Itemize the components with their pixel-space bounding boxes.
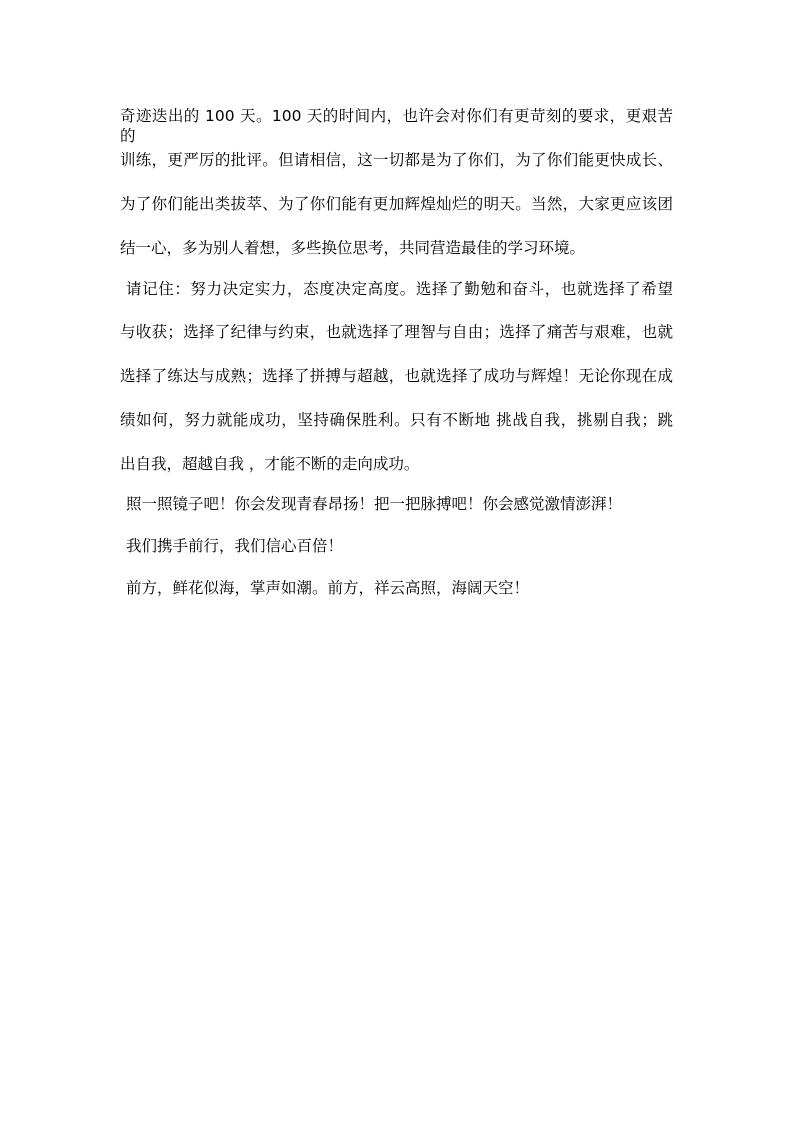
text-line: 请记住：努力决定实力，态度决定高度。选择了勤勉和奋斗，也就选择了希望 <box>126 280 673 298</box>
text-line: 我们携手前行，我们信心百倍！ <box>126 537 344 555</box>
text-line: 与收获；选择了纪律与约束，也就选择了理智与自由；选择了痛苦与艰难，也就 <box>120 323 673 341</box>
text-line: 绩如何，努力就能成功，坚持确保胜利。只有不断地 挑战自我，挑剔自我；跳 <box>120 411 673 429</box>
text-line: 出自我，超越自我 ，才能不断的走向成功。 <box>120 455 420 473</box>
text-line: 奇迹迭出的 100 天。100 天的时间内，也许会对你们有更苛刻的要求，更艰苦的 <box>120 107 673 145</box>
text-line: 前方，鲜花似海，掌声如潮。前方，祥云高照，海阔天空！ <box>126 579 530 597</box>
text-line: 结一心，多为别人着想，多些换位思考，共同营造最佳的学习环境。 <box>120 239 586 257</box>
text-line: 照一照镜子吧！你会发现青春昂扬！把一把脉搏吧！你会感觉激情澎湃！ <box>126 495 623 513</box>
text-line: 为了你们能出类拔萃、为了你们能有更加辉煌灿烂的明天。当然，大家更应该团 <box>120 195 673 213</box>
text-line: 训练，更严厉的批评。但请相信，这一切都是为了你们，为了你们能更快成长、 <box>120 151 673 169</box>
text-line: 选择了练达与成熟；选择了拼搏与超越，也就选择了成功与辉煌！无论你现在成 <box>120 367 673 385</box>
